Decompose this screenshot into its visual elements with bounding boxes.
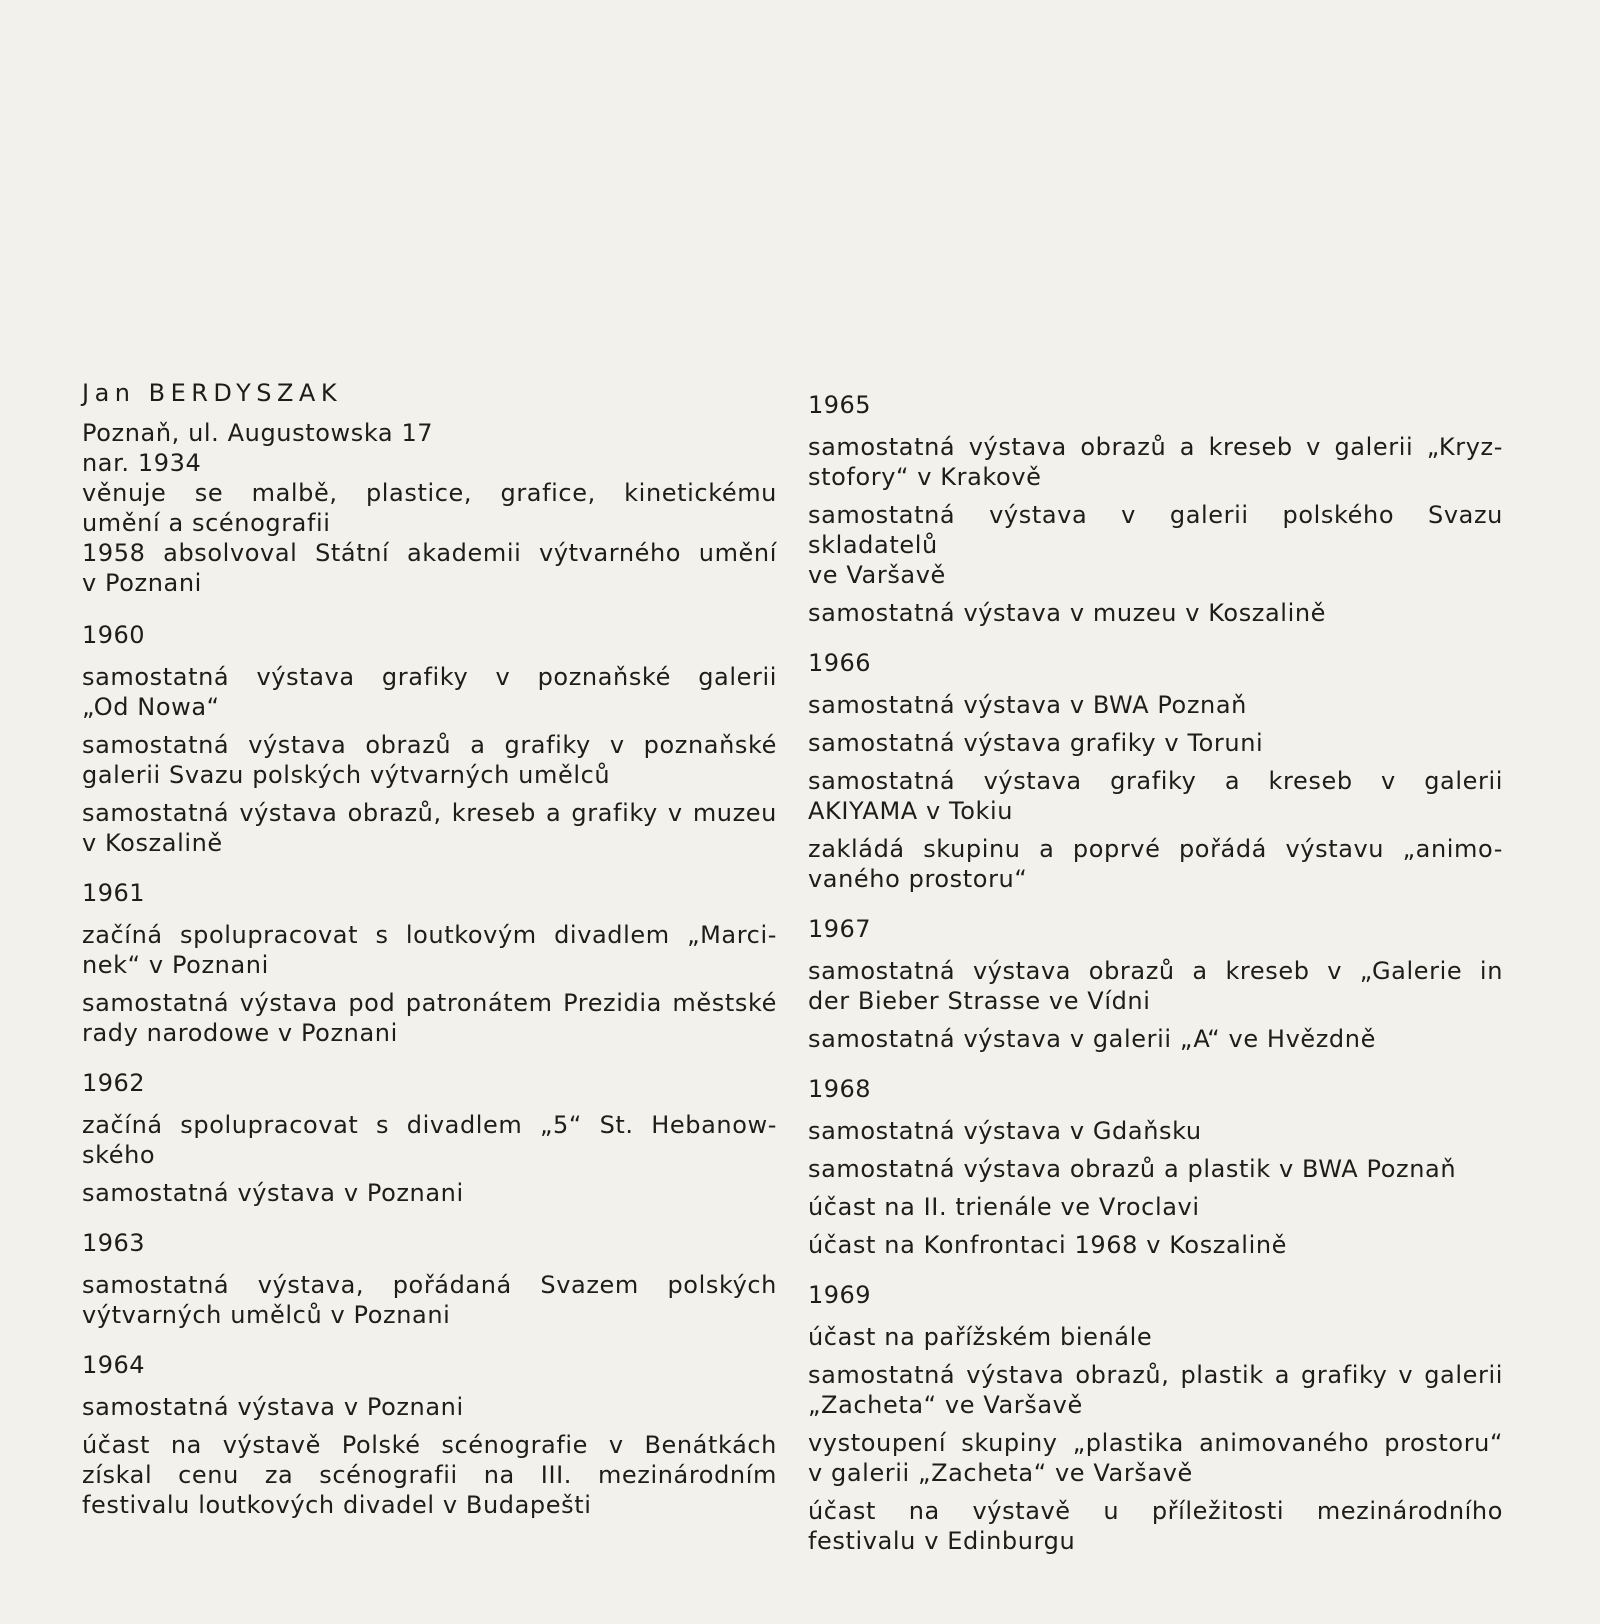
year-section-1962 (82, 1068, 777, 1208)
timeline-entry (808, 1116, 1503, 1146)
timeline-entry (82, 1110, 777, 1170)
year-heading: 1963 (82, 1229, 146, 1257)
entry-line: der Bieber Strasse ve Vídni (808, 987, 1151, 1015)
year-section-1968 (808, 1074, 1503, 1260)
timeline-entry (82, 1270, 777, 1330)
timeline-entry (808, 766, 1503, 826)
entry-line: zakládá skupinu a poprvé pořádá výstavu „animo- (808, 835, 1503, 863)
year-section-1969 (808, 1280, 1503, 1556)
timeline-entry (808, 728, 1503, 758)
left-column (82, 378, 777, 1540)
year-section-1960 (82, 620, 777, 858)
entry-line: samostatná výstava obrazů, kreseb a grafiky v muzeu (82, 799, 777, 827)
entry-line: samostatná výstava obrazů a plastik v BWA Poznaň (808, 1155, 1457, 1183)
timeline-entry (82, 920, 777, 980)
right-column (808, 390, 1503, 1576)
entry-line: samostatná výstava grafiky v Toruni (808, 729, 1264, 757)
intro-line: 1958 absolvoval Státní akademii výtvarného umění (82, 539, 777, 567)
timeline-entry (808, 432, 1503, 492)
entry-line: samostatná výstava obrazů a grafiky v poznaňské (82, 731, 777, 759)
intro-line: nar. 1934 (82, 449, 202, 477)
year-section-1967 (808, 914, 1503, 1054)
entry-line: vystoupení skupiny „plastika animovaného prostoru“ (808, 1429, 1503, 1457)
entry-line: samostatná výstava v Gdaňsku (808, 1117, 1202, 1145)
entry-line: začíná spolupracovat s loutkovým divadlem „Marci- (82, 921, 777, 949)
entry-line: galerii Svazu polských výtvarných umělců (82, 761, 611, 789)
entry-line: účast na výstavě Polské scénografie v Benátkách (82, 1431, 777, 1459)
entry-line: začíná spolupracovat s divadlem „5“ St. Hebanow- (82, 1111, 777, 1139)
entry-line: festivalu loutkových divadel v Budapešti (82, 1491, 592, 1519)
entry-line: samostatná výstava v Poznani (82, 1393, 464, 1421)
entry-line: samostatná výstava, pořádaná Svazem polských (82, 1271, 777, 1299)
entry-line: v Koszalině (82, 829, 223, 857)
timeline-entry (808, 1024, 1503, 1054)
timeline-entry (808, 956, 1503, 1016)
timeline-entry (82, 1178, 777, 1208)
year-section-1966 (808, 648, 1503, 894)
artist-name: Jan BERDYSZAK (82, 379, 343, 407)
timeline-entry (808, 1360, 1503, 1420)
year-heading: 1966 (808, 649, 872, 677)
timeline-entry (808, 1496, 1503, 1556)
timeline-entry (82, 1392, 777, 1422)
entry-line: vaného prostoru“ (808, 865, 1028, 893)
year-section-1964 (82, 1350, 777, 1520)
year-section-1963 (82, 1228, 777, 1330)
year-heading: 1965 (808, 391, 872, 419)
entry-line: samostatná výstava obrazů, plastik a grafiky v galerii (808, 1361, 1503, 1389)
year-heading: 1962 (82, 1069, 146, 1097)
timeline-entry (82, 730, 777, 790)
timeline-entry (808, 1192, 1503, 1222)
intro-line: v Poznani (82, 569, 202, 597)
entry-line: samostatná výstava obrazů a kreseb v „Galerie in (808, 957, 1503, 985)
entry-line: výtvarných umělců v Poznani (82, 1301, 451, 1329)
entry-line: samostatná výstava v Poznani (82, 1179, 464, 1207)
year-heading: 1964 (82, 1351, 146, 1379)
intro-line: věnuje se malbě, plastice, grafice, kinetickému (82, 479, 777, 507)
entry-line: nek“ v Poznani (82, 951, 269, 979)
entry-line: samostatná výstava pod patronátem Prezidia městské (82, 989, 777, 1017)
entry-line: účast na výstavě u příležitosti mezinárodního (808, 1497, 1503, 1525)
timeline-entry (808, 1428, 1503, 1488)
timeline-entry (82, 988, 777, 1048)
intro-line: Poznaň, ul. Augustowska 17 (82, 419, 434, 447)
entry-line: „Zacheta“ ve Varšavě (808, 1391, 1083, 1419)
entry-line: AKIYAMA v Tokiu (808, 797, 1014, 825)
timeline-entry (808, 598, 1503, 628)
entry-line: stofory“ v Krakově (808, 463, 1042, 491)
entry-line: samostatná výstava v muzeu v Koszalině (808, 599, 1327, 627)
year-heading: 1969 (808, 1281, 872, 1309)
entry-line: ve Varšavě (808, 561, 946, 589)
timeline-entry (82, 798, 777, 858)
left-timeline (82, 620, 777, 1520)
timeline-entry (808, 834, 1503, 894)
timeline-entry (808, 1230, 1503, 1260)
timeline-entry (808, 500, 1503, 590)
year-section-1961 (82, 878, 777, 1048)
year-heading: 1960 (82, 621, 146, 649)
entry-line: rady narodowe v Poznani (82, 1019, 398, 1047)
entry-line: ského (82, 1141, 156, 1169)
entry-line: účast na pařížském bienále (808, 1323, 1153, 1351)
intro-line: umění a scénografii (82, 509, 331, 537)
year-heading: 1967 (808, 915, 872, 943)
timeline-entry (808, 690, 1503, 720)
timeline-entry (82, 1430, 777, 1520)
entry-line: účast na Konfrontaci 1968 v Koszalině (808, 1231, 1288, 1259)
year-heading: 1961 (82, 879, 146, 907)
right-timeline (808, 390, 1503, 1556)
entry-line: v galerii „Zacheta“ ve Varšavě (808, 1459, 1193, 1487)
entry-line: samostatná výstava obrazů a kreseb v galerii „Kryz- (808, 433, 1503, 461)
entry-line: samostatná výstava grafiky a kreseb v galerii (808, 767, 1503, 795)
timeline-entry (808, 1154, 1503, 1184)
entry-line: samostatná výstava v galerii polského Svazu skladatelů (808, 501, 1503, 559)
entry-line: samostatná výstava v galerii „A“ ve Hvězdně (808, 1025, 1376, 1053)
entry-line: samostatná výstava v BWA Poznaň (808, 691, 1247, 719)
year-section-1965 (808, 390, 1503, 628)
entry-line: „Od Nowa“ (82, 693, 220, 721)
artist-intro (82, 418, 777, 598)
timeline-entry (82, 662, 777, 722)
entry-line: samostatná výstava grafiky v poznaňské galerii (82, 663, 777, 691)
year-heading: 1968 (808, 1075, 872, 1103)
timeline-entry (808, 1322, 1503, 1352)
entry-line: účast na II. trienále ve Vroclavi (808, 1193, 1200, 1221)
entry-line: festivalu v Edinburgu (808, 1527, 1076, 1555)
entry-line: získal cenu za scénografii na III. mezinárodním (82, 1461, 777, 1489)
